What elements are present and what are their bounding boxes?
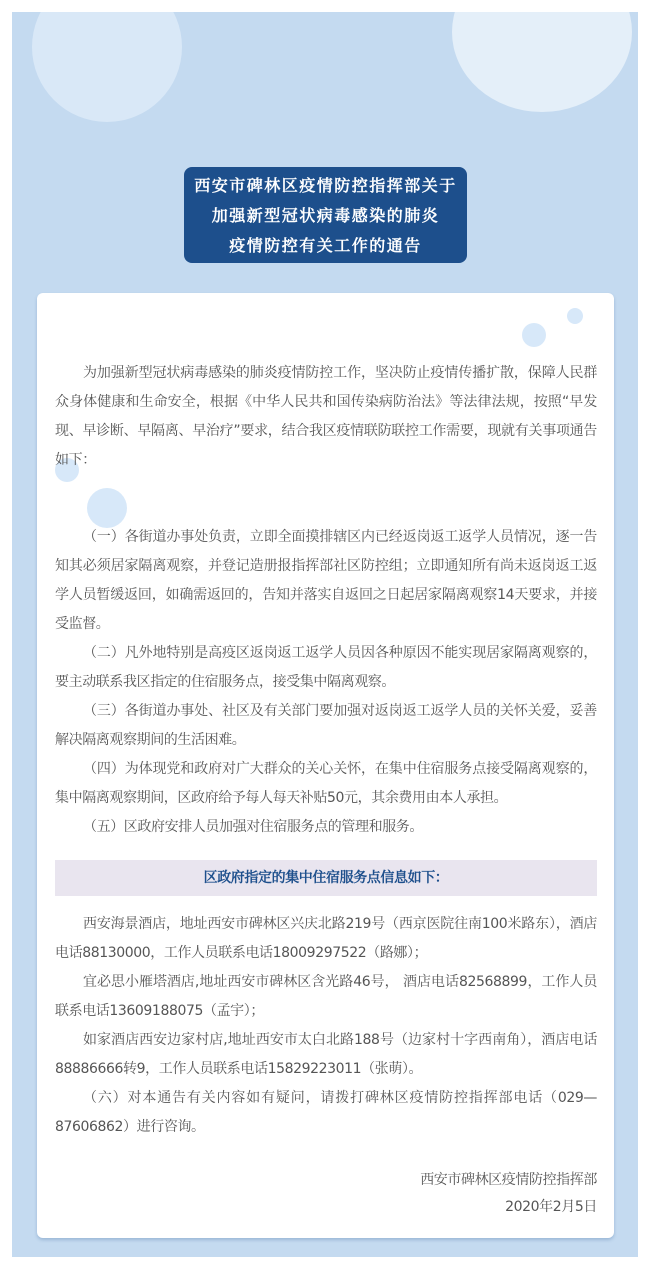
molecule-decoration-icon (567, 308, 583, 324)
item-paragraph: （四）为体现党和政府对广大群众的关心关怀，在集中住宿服务点接受隔离观察的，集中隔离观察期间，区政府给予每人每天补贴50元，其余费用由本人承担。 (55, 761, 597, 806)
section-heading: 区政府指定的集中住宿服务点信息如下： (55, 860, 597, 896)
virus-decoration-icon (452, 12, 632, 112)
item-paragraph: （六）对本通告有关内容如有疑问，请拨打碑林区疫情防控指挥部电话（029—87606862）进行咨询。 (55, 1090, 597, 1135)
item-paragraph: （二）凡外地特别是高疫区返岗返工返学人员因各种原因不能实现居家隔离观察的，要主动联系我区指定的住宿服务点，接受集中隔离观察。 (55, 645, 597, 690)
notice-card (37, 293, 614, 1238)
notice-title (184, 167, 467, 263)
virus-decoration-icon (32, 12, 182, 122)
item-paragraph: （一）各街道办事处负责，立即全面摸排辖区内已经返岗返工返学人员情况，逐一告知其必须居家隔离观察，并登记造册报指挥部社区防控组；立即通知所有尚未返岗返工返学人员暂缓返回，如确需返回的，告知并落实自返回之日起居家隔离观察14天要求，并接受监督。 (55, 529, 597, 632)
date: 2020年2月5日 (505, 1199, 597, 1215)
hotel-entry: 西安海景酒店，地址西安市碑林区兴庆北路219号（西京医院往南100米路东），酒店电话88130000，工作人员联系电话18009297522（路娜）； (55, 916, 597, 961)
title-line: 加强新型冠状病毒感染的肺炎 (211, 206, 440, 225)
signature: 西安市碑林区疫情防控指挥部 (420, 1172, 597, 1188)
hotel-entry: 宜必思小雁塔酒店,地址西安市碑林区含光路46号， 酒店电话82568899，工作人员联系电话13609188075（孟宇）； (55, 974, 597, 1019)
hotel-entry: 如家酒店西安边家村店,地址西安市太白北路188号（边家村十字西南角），酒店电话88886666转9，工作人员联系电话15829223011（张萌）。 (55, 1032, 597, 1077)
notice-body (55, 359, 597, 1219)
page-frame (12, 12, 638, 1257)
title-line: 疫情防控有关工作的通告 (229, 236, 422, 255)
item-paragraph: （五）区政府安排人员加强对住宿服务点的管理和服务。 (83, 819, 423, 835)
molecule-decoration-icon (522, 323, 546, 347)
item-paragraph: （三）各街道办事处、社区及有关部门要加强对返岗返工返学人员的关怀关爱，妥善解决隔离观察期间的生活困难。 (55, 703, 597, 748)
intro-paragraph: 为加强新型冠状病毒感染的肺炎疫情防控工作，坚决防止疫情传播扩散，保障人民群众身体健康和生命安全，根据《中华人民共和国传染病防治法》等法律法规，按照“早发现、早诊断、早隔离、早治疗”要求，结合我区疫情联防联控工作需要，现就有关事项通告如下： (55, 365, 597, 468)
title-line: 西安市碑林区疫情防控指挥部关于 (194, 176, 457, 195)
